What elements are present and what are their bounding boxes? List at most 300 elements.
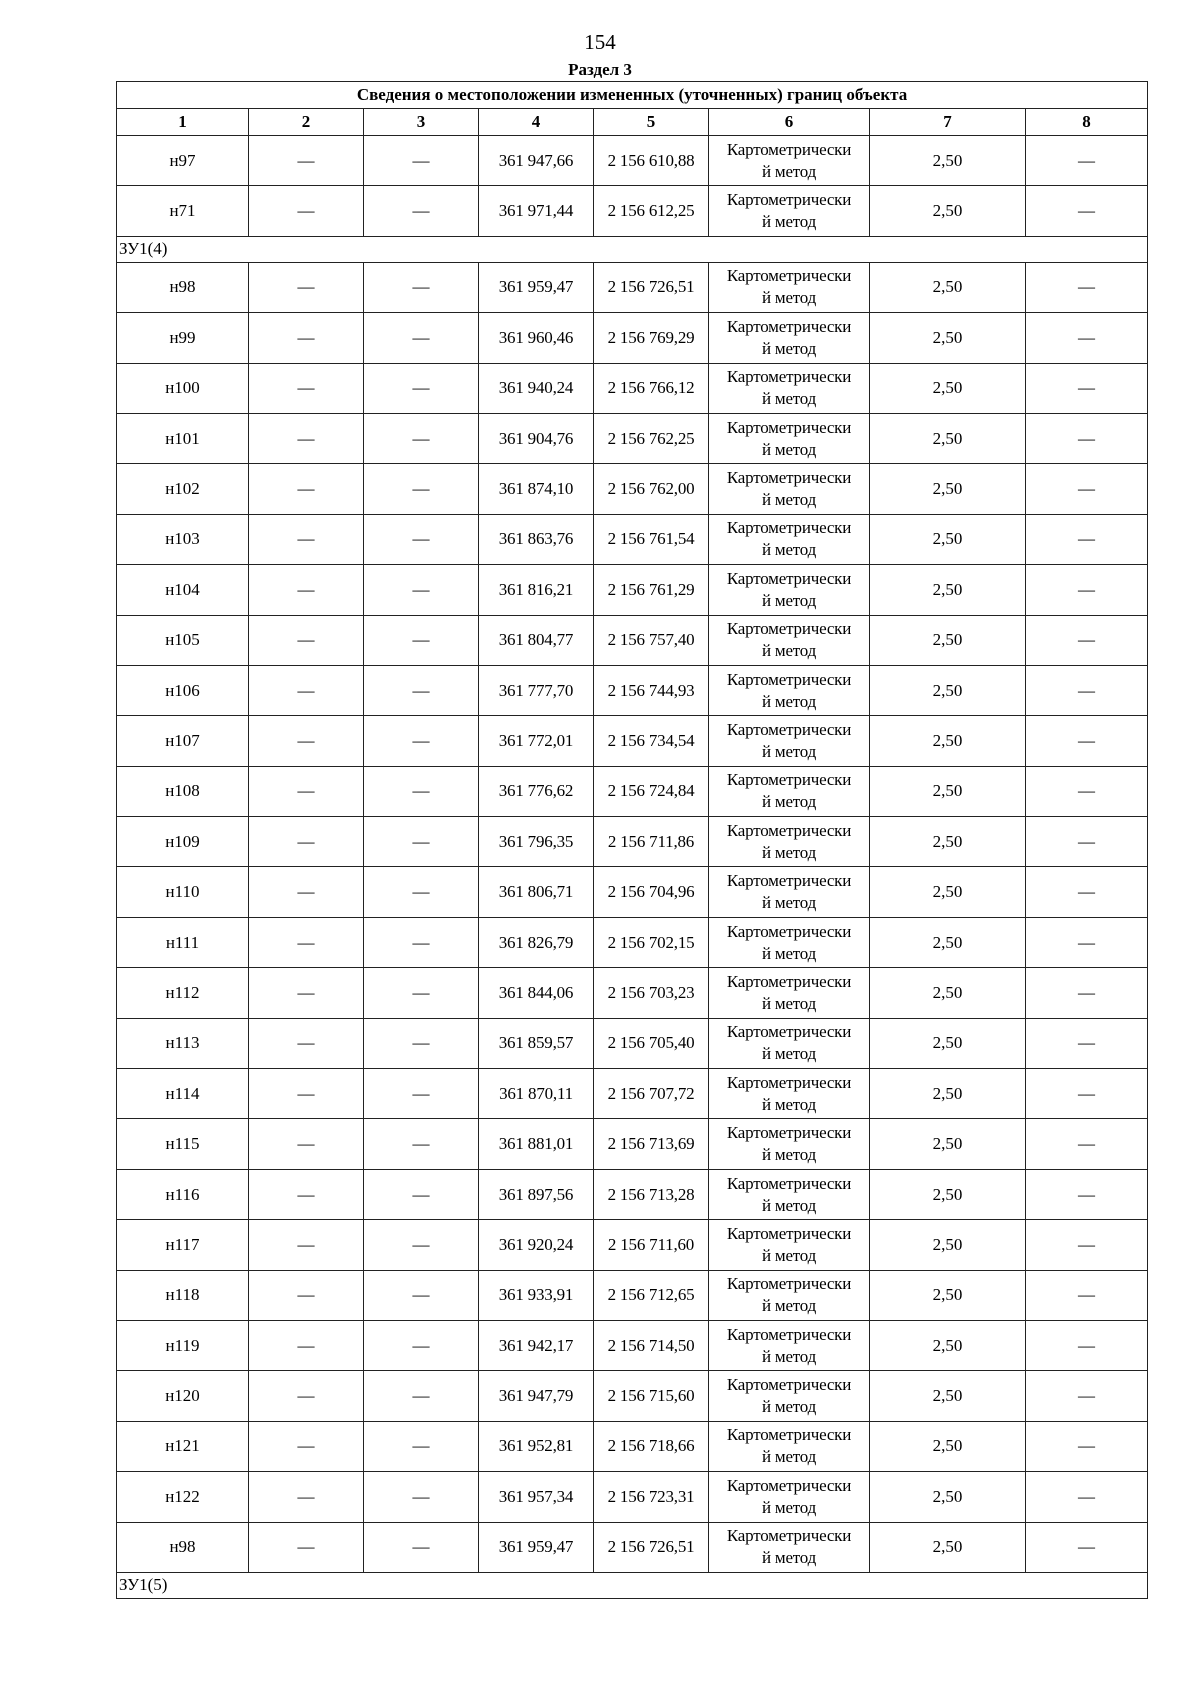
column-header: 8 (1026, 109, 1148, 136)
table-row (117, 1119, 1148, 1169)
method-text: й метод (761, 993, 817, 1013)
empty-dash-cell: — (1026, 766, 1148, 816)
accuracy-cell: 2,50 (870, 464, 1026, 514)
empty-dash-cell: — (364, 615, 479, 665)
method-text: Картометрически (726, 921, 852, 941)
empty-dash-cell: — (1026, 136, 1148, 186)
method-text: й метод (761, 1346, 817, 1366)
x-coordinate-cell: 361 881,01 (479, 1119, 594, 1169)
accuracy-cell: 2,50 (870, 867, 1026, 917)
method-cell (709, 917, 870, 967)
method-text: й метод (761, 540, 817, 560)
empty-dash-cell: — (364, 1119, 479, 1169)
table-row (117, 262, 1148, 312)
point-name-cell: н120 (117, 1371, 249, 1421)
method-cell (709, 464, 870, 514)
method-text: й метод (761, 1397, 817, 1417)
point-name-cell: н122 (117, 1472, 249, 1522)
empty-dash-cell: — (1026, 186, 1148, 236)
y-coordinate-cell: 2 156 711,60 (594, 1220, 709, 1270)
x-coordinate-cell: 361 957,34 (479, 1472, 594, 1522)
column-header: 2 (249, 109, 364, 136)
table-row (117, 464, 1148, 514)
empty-dash-cell: — (249, 968, 364, 1018)
empty-dash-cell: — (364, 313, 479, 363)
empty-dash-cell: — (1026, 917, 1148, 967)
y-coordinate-cell: 2 156 610,88 (594, 136, 709, 186)
y-coordinate-cell: 2 156 713,69 (594, 1119, 709, 1169)
point-name-cell: н105 (117, 615, 249, 665)
point-name-cell: н119 (117, 1320, 249, 1370)
y-coordinate-cell: 2 156 769,29 (594, 313, 709, 363)
method-text: й метод (761, 893, 817, 913)
x-coordinate-cell: 361 942,17 (479, 1320, 594, 1370)
method-cell (709, 186, 870, 236)
method-text: Картометрически (726, 468, 852, 488)
point-name-cell: н116 (117, 1169, 249, 1219)
point-name-cell: н100 (117, 363, 249, 413)
empty-dash-cell: — (1026, 514, 1148, 564)
table-row (117, 1371, 1148, 1421)
method-text: Картометрически (726, 518, 852, 538)
empty-dash-cell: — (1026, 262, 1148, 312)
x-coordinate-cell: 361 960,46 (479, 313, 594, 363)
x-coordinate-cell: 361 959,47 (479, 262, 594, 312)
method-cell (709, 1119, 870, 1169)
method-cell (709, 363, 870, 413)
empty-dash-cell: — (364, 1169, 479, 1219)
empty-dash-cell: — (1026, 1169, 1148, 1219)
point-name-cell: н117 (117, 1220, 249, 1270)
y-coordinate-cell: 2 156 711,86 (594, 817, 709, 867)
method-cell (709, 313, 870, 363)
x-coordinate-cell: 361 826,79 (479, 917, 594, 967)
empty-dash-cell: — (249, 1421, 364, 1471)
column-header: 1 (117, 109, 249, 136)
y-coordinate-cell: 2 156 761,54 (594, 514, 709, 564)
empty-dash-cell: — (249, 1320, 364, 1370)
empty-dash-cell: — (1026, 615, 1148, 665)
method-cell (709, 615, 870, 665)
empty-dash-cell: — (364, 1069, 479, 1119)
method-text: Картометрически (726, 266, 852, 286)
boundary-coordinates-table (116, 81, 1148, 1599)
y-coordinate-cell: 2 156 724,84 (594, 766, 709, 816)
x-coordinate-cell: 361 940,24 (479, 363, 594, 413)
empty-dash-cell: — (1026, 363, 1148, 413)
accuracy-cell: 2,50 (870, 968, 1026, 1018)
x-coordinate-cell: 361 947,79 (479, 1371, 594, 1421)
accuracy-cell: 2,50 (870, 313, 1026, 363)
y-coordinate-cell: 2 156 705,40 (594, 1018, 709, 1068)
method-text: Картометрически (726, 417, 852, 437)
empty-dash-cell: — (364, 413, 479, 463)
point-name-cell: н101 (117, 413, 249, 463)
empty-dash-cell: — (249, 1069, 364, 1119)
method-cell (709, 716, 870, 766)
table-row (117, 766, 1148, 816)
y-coordinate-cell: 2 156 714,50 (594, 1320, 709, 1370)
empty-dash-cell: — (249, 262, 364, 312)
empty-dash-cell: — (1026, 1522, 1148, 1572)
empty-dash-cell: — (249, 1371, 364, 1421)
empty-dash-cell: — (364, 514, 479, 564)
method-text: й метод (761, 641, 817, 661)
empty-dash-cell: — (249, 565, 364, 615)
point-name-cell: н109 (117, 817, 249, 867)
table-row (117, 313, 1148, 363)
accuracy-cell: 2,50 (870, 136, 1026, 186)
accuracy-cell: 2,50 (870, 817, 1026, 867)
empty-dash-cell: — (1026, 1472, 1148, 1522)
point-name-cell: н114 (117, 1069, 249, 1119)
empty-dash-cell: — (364, 1018, 479, 1068)
point-name-cell: н108 (117, 766, 249, 816)
method-text: й метод (761, 792, 817, 812)
method-text: й метод (761, 288, 817, 308)
empty-dash-cell: — (1026, 817, 1148, 867)
method-cell (709, 262, 870, 312)
method-cell (709, 867, 870, 917)
empty-dash-cell: — (1026, 313, 1148, 363)
table-row (117, 665, 1148, 715)
method-text: Картометрически (726, 971, 852, 991)
accuracy-cell: 2,50 (870, 363, 1026, 413)
empty-dash-cell: — (364, 1270, 479, 1320)
accuracy-cell: 2,50 (870, 1069, 1026, 1119)
empty-dash-cell: — (364, 363, 479, 413)
method-text: й метод (761, 1145, 817, 1165)
method-text: Картометрически (726, 719, 852, 739)
empty-dash-cell: — (249, 1169, 364, 1219)
x-coordinate-cell: 361 959,47 (479, 1522, 594, 1572)
table-row (117, 1522, 1148, 1572)
accuracy-cell: 2,50 (870, 186, 1026, 236)
accuracy-cell: 2,50 (870, 413, 1026, 463)
accuracy-cell: 2,50 (870, 1320, 1026, 1370)
x-coordinate-cell: 361 874,10 (479, 464, 594, 514)
table-row (117, 968, 1148, 1018)
group-label: ЗУ1(4) (117, 236, 1148, 262)
table-row (117, 1169, 1148, 1219)
method-cell (709, 766, 870, 816)
table-caption: Сведения о местоположении измененных (уточненных) границ объекта (117, 82, 1148, 109)
empty-dash-cell: — (364, 136, 479, 186)
method-cell (709, 1320, 870, 1370)
table-row (117, 615, 1148, 665)
y-coordinate-cell: 2 156 757,40 (594, 615, 709, 665)
x-coordinate-cell: 361 947,66 (479, 136, 594, 186)
method-text: Картометрически (726, 1526, 852, 1546)
group-label: ЗУ1(5) (117, 1572, 1148, 1598)
empty-dash-cell: — (249, 186, 364, 236)
empty-dash-cell: — (364, 186, 479, 236)
y-coordinate-cell: 2 156 726,51 (594, 262, 709, 312)
point-name-cell: н106 (117, 665, 249, 715)
empty-dash-cell: — (364, 1320, 479, 1370)
method-cell (709, 136, 870, 186)
x-coordinate-cell: 361 777,70 (479, 665, 594, 715)
point-name-cell: н121 (117, 1421, 249, 1471)
method-cell (709, 1421, 870, 1471)
empty-dash-cell: — (1026, 867, 1148, 917)
method-text: Картометрически (726, 1173, 852, 1193)
method-text: Картометрически (726, 820, 852, 840)
table-row (117, 1018, 1148, 1068)
accuracy-cell: 2,50 (870, 716, 1026, 766)
empty-dash-cell: — (1026, 1270, 1148, 1320)
method-text: Картометрически (726, 1072, 852, 1092)
method-cell (709, 1270, 870, 1320)
point-name-cell: н104 (117, 565, 249, 615)
empty-dash-cell: — (364, 1472, 479, 1522)
point-name-cell: н97 (117, 136, 249, 186)
method-text: й метод (761, 590, 817, 610)
method-text: й метод (761, 439, 817, 459)
empty-dash-cell: — (249, 1270, 364, 1320)
method-cell (709, 1220, 870, 1270)
empty-dash-cell: — (249, 136, 364, 186)
method-text: Картометрически (726, 1475, 852, 1495)
empty-dash-cell: — (364, 565, 479, 615)
y-coordinate-cell: 2 156 726,51 (594, 1522, 709, 1572)
empty-dash-cell: — (1026, 1220, 1148, 1270)
accuracy-cell: 2,50 (870, 917, 1026, 967)
method-text: Картометрически (726, 1022, 852, 1042)
method-text: Картометрически (726, 1223, 852, 1243)
method-text: й метод (761, 161, 817, 181)
accuracy-cell: 2,50 (870, 1421, 1026, 1471)
y-coordinate-cell: 2 156 744,93 (594, 665, 709, 715)
method-text: Картометрически (726, 1324, 852, 1344)
empty-dash-cell: — (1026, 413, 1148, 463)
column-header: 4 (479, 109, 594, 136)
y-coordinate-cell: 2 156 715,60 (594, 1371, 709, 1421)
accuracy-cell: 2,50 (870, 514, 1026, 564)
empty-dash-cell: — (364, 817, 479, 867)
x-coordinate-cell: 361 816,21 (479, 565, 594, 615)
method-text: й метод (761, 1044, 817, 1064)
y-coordinate-cell: 2 156 762,25 (594, 413, 709, 463)
method-text: Картометрически (726, 669, 852, 689)
accuracy-cell: 2,50 (870, 1522, 1026, 1572)
table-row (117, 136, 1148, 186)
y-coordinate-cell: 2 156 734,54 (594, 716, 709, 766)
empty-dash-cell: — (364, 665, 479, 715)
empty-dash-cell: — (1026, 1421, 1148, 1471)
column-header: 5 (594, 109, 709, 136)
method-text: Картометрически (726, 1274, 852, 1294)
point-name-cell: н111 (117, 917, 249, 967)
method-text: й метод (761, 1548, 817, 1568)
method-text: й метод (761, 338, 817, 358)
method-text: Картометрически (726, 139, 852, 159)
group-row (117, 236, 1148, 262)
point-name-cell: н99 (117, 313, 249, 363)
method-text: й метод (761, 490, 817, 510)
method-text: й метод (761, 1195, 817, 1215)
table-caption-row (117, 82, 1148, 109)
y-coordinate-cell: 2 156 713,28 (594, 1169, 709, 1219)
empty-dash-cell: — (249, 464, 364, 514)
method-text: й метод (761, 389, 817, 409)
y-coordinate-cell: 2 156 766,12 (594, 363, 709, 413)
x-coordinate-cell: 361 952,81 (479, 1421, 594, 1471)
y-coordinate-cell: 2 156 712,65 (594, 1270, 709, 1320)
method-text: Картометрически (726, 568, 852, 588)
point-name-cell: н115 (117, 1119, 249, 1169)
y-coordinate-cell: 2 156 761,29 (594, 565, 709, 615)
table-row (117, 1270, 1148, 1320)
empty-dash-cell: — (1026, 565, 1148, 615)
empty-dash-cell: — (249, 1522, 364, 1572)
method-cell (709, 565, 870, 615)
accuracy-cell: 2,50 (870, 1018, 1026, 1068)
empty-dash-cell: — (1026, 716, 1148, 766)
empty-dash-cell: — (364, 716, 479, 766)
empty-dash-cell: — (364, 1421, 479, 1471)
accuracy-cell: 2,50 (870, 1270, 1026, 1320)
x-coordinate-cell: 361 904,76 (479, 413, 594, 463)
table-row (117, 1320, 1148, 1370)
x-coordinate-cell: 361 844,06 (479, 968, 594, 1018)
empty-dash-cell: — (1026, 1371, 1148, 1421)
method-cell (709, 1522, 870, 1572)
empty-dash-cell: — (364, 464, 479, 514)
method-text: й метод (761, 1094, 817, 1114)
accuracy-cell: 2,50 (870, 1220, 1026, 1270)
table-row (117, 1472, 1148, 1522)
y-coordinate-cell: 2 156 702,15 (594, 917, 709, 967)
method-text: Картометрически (726, 1375, 852, 1395)
table-row (117, 363, 1148, 413)
empty-dash-cell: — (249, 665, 364, 715)
y-coordinate-cell: 2 156 718,66 (594, 1421, 709, 1471)
accuracy-cell: 2,50 (870, 615, 1026, 665)
x-coordinate-cell: 361 804,77 (479, 615, 594, 665)
table-row (117, 1220, 1148, 1270)
y-coordinate-cell: 2 156 723,31 (594, 1472, 709, 1522)
method-text: й метод (761, 1497, 817, 1517)
group-row (117, 1572, 1148, 1598)
point-name-cell: н112 (117, 968, 249, 1018)
method-text: й метод (761, 1245, 817, 1265)
table-body (117, 136, 1148, 1599)
y-coordinate-cell: 2 156 762,00 (594, 464, 709, 514)
column-header: 3 (364, 109, 479, 136)
empty-dash-cell: — (249, 917, 364, 967)
empty-dash-cell: — (249, 514, 364, 564)
point-name-cell: н98 (117, 262, 249, 312)
table-row (117, 817, 1148, 867)
empty-dash-cell: — (364, 867, 479, 917)
empty-dash-cell: — (249, 1220, 364, 1270)
method-text: й метод (761, 1296, 817, 1316)
method-cell (709, 514, 870, 564)
method-cell (709, 1169, 870, 1219)
empty-dash-cell: — (1026, 1069, 1148, 1119)
empty-dash-cell: — (249, 817, 364, 867)
method-text: Картометрически (726, 367, 852, 387)
x-coordinate-cell: 361 933,91 (479, 1270, 594, 1320)
x-coordinate-cell: 361 920,24 (479, 1220, 594, 1270)
table-row (117, 917, 1148, 967)
method-cell (709, 1018, 870, 1068)
empty-dash-cell: — (364, 968, 479, 1018)
method-cell (709, 1371, 870, 1421)
method-text: й метод (761, 691, 817, 711)
y-coordinate-cell: 2 156 703,23 (594, 968, 709, 1018)
y-coordinate-cell: 2 156 612,25 (594, 186, 709, 236)
method-cell (709, 1472, 870, 1522)
section-title: Раздел 3 (568, 60, 632, 79)
empty-dash-cell: — (364, 1220, 479, 1270)
method-cell (709, 413, 870, 463)
method-cell (709, 968, 870, 1018)
empty-dash-cell: — (1026, 1119, 1148, 1169)
accuracy-cell: 2,50 (870, 1371, 1026, 1421)
x-coordinate-cell: 361 806,71 (479, 867, 594, 917)
x-coordinate-cell: 361 971,44 (479, 186, 594, 236)
y-coordinate-cell: 2 156 707,72 (594, 1069, 709, 1119)
column-header-row (117, 109, 1148, 136)
table-row (117, 565, 1148, 615)
empty-dash-cell: — (249, 313, 364, 363)
empty-dash-cell: — (1026, 464, 1148, 514)
x-coordinate-cell: 361 776,62 (479, 766, 594, 816)
point-name-cell: н118 (117, 1270, 249, 1320)
method-text: й метод (761, 212, 817, 232)
empty-dash-cell: — (249, 766, 364, 816)
point-name-cell: н102 (117, 464, 249, 514)
accuracy-cell: 2,50 (870, 665, 1026, 715)
point-name-cell: н98 (117, 1522, 249, 1572)
point-name-cell: н107 (117, 716, 249, 766)
table-row (117, 867, 1148, 917)
method-text: Картометрически (726, 770, 852, 790)
empty-dash-cell: — (249, 1119, 364, 1169)
accuracy-cell: 2,50 (870, 565, 1026, 615)
empty-dash-cell: — (364, 1371, 479, 1421)
method-cell (709, 665, 870, 715)
empty-dash-cell: — (249, 1018, 364, 1068)
empty-dash-cell: — (1026, 665, 1148, 715)
empty-dash-cell: — (249, 716, 364, 766)
empty-dash-cell: — (249, 867, 364, 917)
method-text: Картометрически (726, 871, 852, 891)
method-text: й метод (761, 741, 817, 761)
method-text: Картометрически (726, 316, 852, 336)
x-coordinate-cell: 361 859,57 (479, 1018, 594, 1068)
column-header: 7 (870, 109, 1026, 136)
x-coordinate-cell: 361 863,76 (479, 514, 594, 564)
accuracy-cell: 2,50 (870, 1472, 1026, 1522)
y-coordinate-cell: 2 156 704,96 (594, 867, 709, 917)
empty-dash-cell: — (1026, 968, 1148, 1018)
point-name-cell: н71 (117, 186, 249, 236)
empty-dash-cell: — (1026, 1320, 1148, 1370)
table-row (117, 413, 1148, 463)
table-row (117, 1421, 1148, 1471)
accuracy-cell: 2,50 (870, 262, 1026, 312)
method-text: й метод (761, 943, 817, 963)
method-text: Картометрически (726, 619, 852, 639)
method-cell (709, 1069, 870, 1119)
method-text: Картометрически (726, 190, 852, 210)
empty-dash-cell: — (249, 615, 364, 665)
page-number: 154 (584, 30, 616, 54)
table-row (117, 514, 1148, 564)
